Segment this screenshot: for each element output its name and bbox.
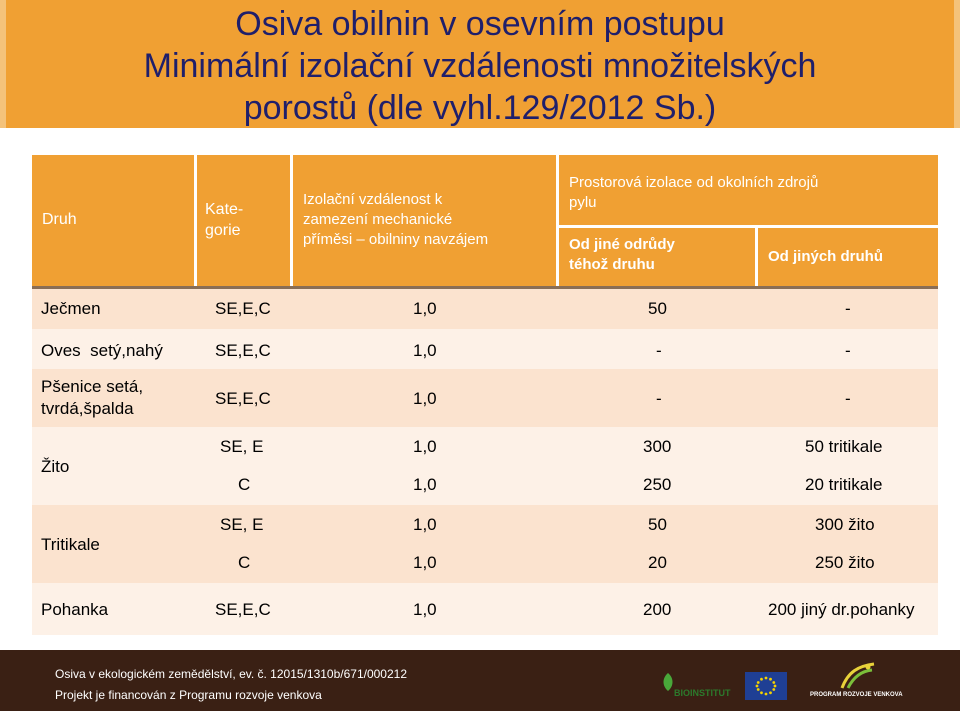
cell-jine-odrudy: 250 <box>643 475 672 494</box>
cell-druh-2: tvrdá,špalda <box>41 399 134 418</box>
cell-izolace: 1,0 <box>413 437 437 456</box>
cell-jine-odrudy: 50 <box>648 515 667 534</box>
cell-druh: Ječmen <box>41 299 101 318</box>
cell-kategorie: SE,E,C <box>215 299 271 318</box>
cell-druh: Tritikale <box>41 535 100 554</box>
eu-flag-icon <box>745 672 787 700</box>
cell-kategorie: SE,E,C <box>215 341 271 360</box>
header-jine-odrudy-cell <box>559 228 755 286</box>
table-row <box>32 289 938 329</box>
header-jine-druhy: Od jiných druhů <box>768 248 883 265</box>
title-line-1: Osiva obilnin v osevním postupu <box>235 5 725 43</box>
header-kategorie-2: gorie <box>205 222 241 239</box>
header-druh: Druh <box>42 211 77 228</box>
cell-jine-druhy: 20 tritikale <box>805 475 883 494</box>
header-jine-druhy-cell <box>758 228 938 286</box>
cell-jine-odrudy: - <box>656 341 662 360</box>
cell-kategorie: SE, E <box>220 515 264 534</box>
cell-druh: Žito <box>41 457 70 476</box>
header-izolace-cell <box>293 155 556 286</box>
header-prostorova-1: Prostorová izolace od okolních zdrojů <box>569 174 819 191</box>
table-row <box>32 505 938 583</box>
cell-jine-odrudy: 200 <box>643 600 672 619</box>
cell-jine-odrudy: 300 <box>643 437 672 456</box>
table-row <box>32 583 938 635</box>
cell-druh: Oves setý,nahý <box>41 341 163 360</box>
cell-kategorie: SE,E,C <box>215 389 271 408</box>
cell-izolace: 1,0 <box>413 475 437 494</box>
title-line-2: Minimální izolační vzdálenosti množitelských <box>143 47 817 85</box>
cell-jine-druhy: 50 tritikale <box>805 437 883 456</box>
eu-stars-icon <box>745 672 787 700</box>
cell-jine-odrudy: 20 <box>648 553 667 572</box>
cell-izolace: 1,0 <box>413 389 437 408</box>
cell-jine-druhy: 250 žito <box>815 553 875 572</box>
title-line-3: porostů (dle vyhl.129/2012 Sb.) <box>243 89 717 127</box>
footer-line-2: Projekt je financován z Programu rozvoje venkova <box>55 688 322 702</box>
header-druh-cell <box>32 155 194 286</box>
cell-jine-odrudy: 50 <box>648 299 667 318</box>
cell-jine-druhy: - <box>845 341 851 360</box>
table-row <box>32 427 938 505</box>
header-kategorie-1: Kate- <box>205 201 244 218</box>
cell-jine-odrudy: - <box>656 389 662 408</box>
bioinstitut-label: BIOINSTITUT <box>674 688 731 698</box>
header-jine-odrudy-2: téhož druhu <box>569 256 655 273</box>
cell-jine-druhy: - <box>845 299 851 318</box>
header-kategorie-cell <box>197 155 290 286</box>
cell-izolace: 1,0 <box>413 553 437 572</box>
cell-kategorie: SE,E,C <box>215 600 271 619</box>
cell-izolace: 1,0 <box>413 299 437 318</box>
header-izolace-3: příměsi – obilniny navzájem <box>303 231 489 248</box>
prv-emblem-icon <box>838 662 878 690</box>
footer-line-1: Osiva v ekologickém zemědělství, ev. č. 12015/1310b/671/000212 <box>55 667 407 681</box>
cell-kategorie: C <box>238 553 251 572</box>
cell-izolace: 1,0 <box>413 515 437 534</box>
cell-druh: Pohanka <box>41 600 109 619</box>
header-jine-odrudy-1: Od jiné odrůdy <box>569 236 675 253</box>
cell-druh-1: Pšenice setá, <box>41 377 144 396</box>
cell-izolace: 1,0 <box>413 341 437 360</box>
cell-jine-druhy: - <box>845 389 851 408</box>
cell-kategorie: C <box>238 475 251 494</box>
table-row <box>32 369 938 427</box>
cell-izolace: 1,0 <box>413 600 437 619</box>
header-prostorova-2: pylu <box>569 194 597 211</box>
header-prostorova-cell <box>559 155 938 225</box>
cell-jine-druhy: 200 jiný dr.pohanky <box>768 600 915 619</box>
cell-kategorie: SE, E <box>220 437 264 456</box>
header-izolace-1: Izolační vzdálenost k <box>303 191 443 208</box>
header-izolace-2: zamezení mechanické <box>303 211 453 228</box>
table-row <box>32 329 938 369</box>
prv-label: PROGRAM ROZVOJE VENKOVA <box>810 692 903 698</box>
cell-jine-druhy: 300 žito <box>815 515 875 534</box>
